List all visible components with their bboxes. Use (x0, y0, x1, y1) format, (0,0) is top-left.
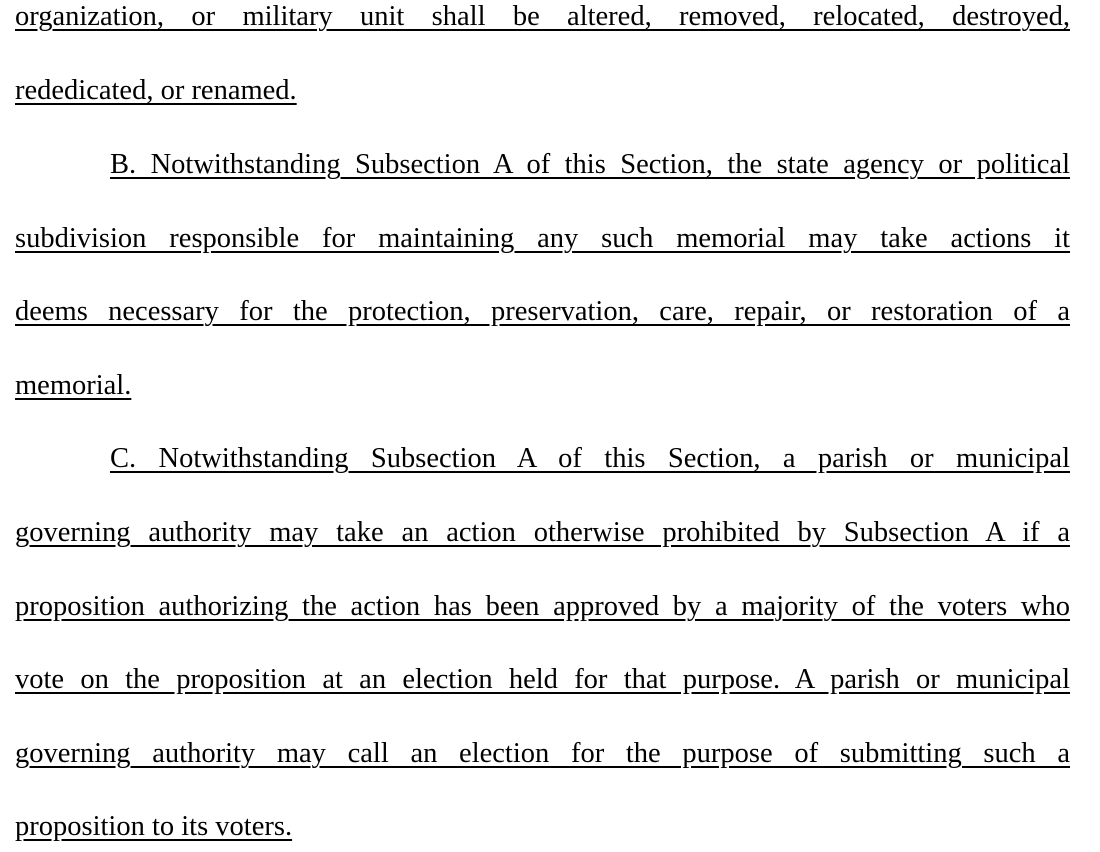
text-line: rededicated, or renamed. (15, 75, 297, 106)
text-line: organization, or military unit shall be altered, removed, relocated, destroyed, (15, 1, 1070, 32)
text-line: governing authority may take an action otherwise prohibited by Subsection A if a (15, 517, 1070, 548)
subsection-b-heading-line: B. Notwithstanding Subsection A of this Section, the state agency or political (110, 149, 1070, 180)
text-line: subdivision responsible for maintaining any such memorial may take actions it (15, 223, 1070, 254)
text-line: vote on the proposition at an election held for that purpose. A parish or municipal (15, 664, 1070, 695)
text-line: memorial. (15, 370, 132, 401)
text-line: governing authority may call an election for the purpose of submitting such a (15, 738, 1070, 769)
text-line: proposition authorizing the action has been approved by a majority of the voters who (15, 591, 1070, 622)
text-line: deems necessary for the protection, preservation, care, repair, or restoration of a (15, 296, 1070, 327)
subsection-c-heading-line: C. Notwithstanding Subsection A of this Section, a parish or municipal (110, 443, 1070, 474)
text-line: proposition to its voters. (15, 811, 293, 842)
